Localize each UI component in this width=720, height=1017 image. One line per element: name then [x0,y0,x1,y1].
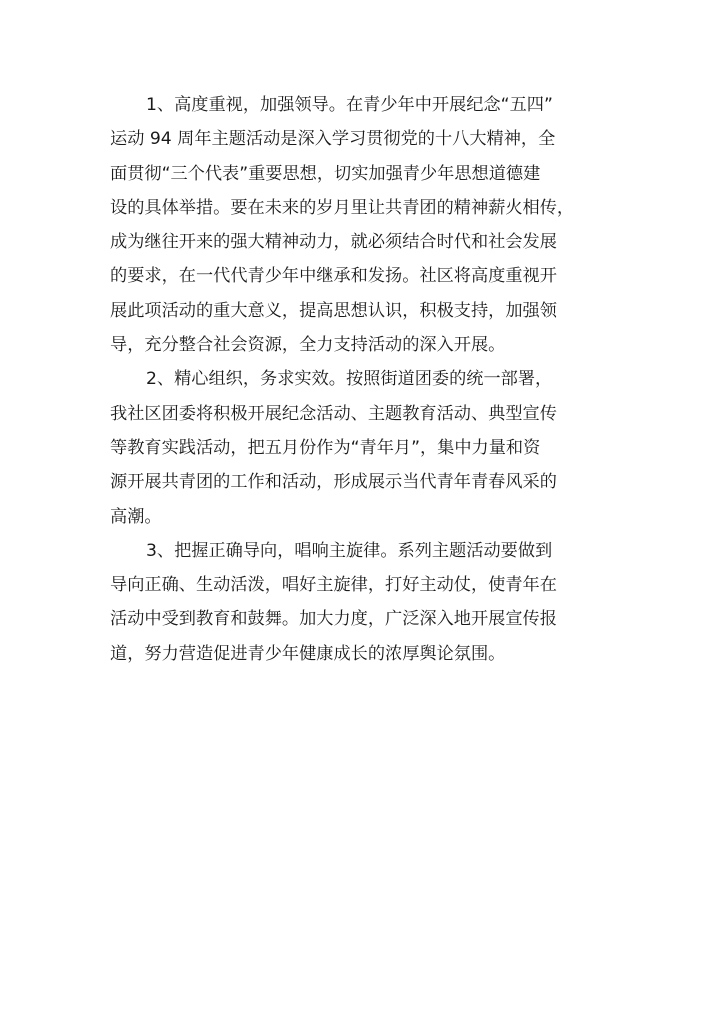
text-line: 等教育实践活动，把五月份作为“青年月”，集中力量和资 [110,437,541,458]
text-line: 导，充分整合社会资源，全力支持活动的深入开展。 [110,335,506,356]
text-line: 面贯彻“三个代表”重要思想，切实加强青少年思想道德建 [110,163,541,184]
text-line: 展此项活动的重大意义，提高思想认识，积极支持，加强领 [110,300,557,321]
text-line: 道，努力营造促进青少年健康成长的浓厚舆论氛围。 [110,643,506,664]
text-line: 导向正确、生动活泼，唱好主旋律，打好主动仗，使青年在 [110,575,557,596]
paragraph-2 [110,362,615,533]
paragraph-1 [110,88,615,362]
text-line: 设的具体举措。要在未来的岁月里让共青团的精神薪火相传， [110,197,575,218]
text-line: 源开展共青团的工作和活动，形成展示当代青年青春风采的 [110,472,557,493]
paragraph-3 [110,534,615,671]
text-line: 运动 94 周年主题活动是深入学习贯彻党的十八大精神，全 [110,129,556,150]
text-line: 我社区团委将积极开展纪念活动、主题教育活动、典型宣传 [110,403,557,424]
text-line: 的要求，在一代代青少年中继承和发扬。社区将高度重视开 [110,266,557,287]
text-line: 高潮。 [110,506,162,527]
text-line: 2、精心组织，务求实效。按照街道团委的统一部署， [146,369,553,390]
text-line: 活动中受到教育和鼓舞。加大力度，广泛深入地开展宣传报 [110,609,557,630]
text-line: 1、高度重视，加强领导。在青少年中开展纪念“五四” [146,95,553,115]
text-line: 成为继往开来的强大精神动力，就必须结合时代和社会发展 [110,232,557,253]
text-line: 3、把握正确导向，唱响主旋律。系列主题活动要做到 [146,540,553,561]
document-body [110,88,615,671]
